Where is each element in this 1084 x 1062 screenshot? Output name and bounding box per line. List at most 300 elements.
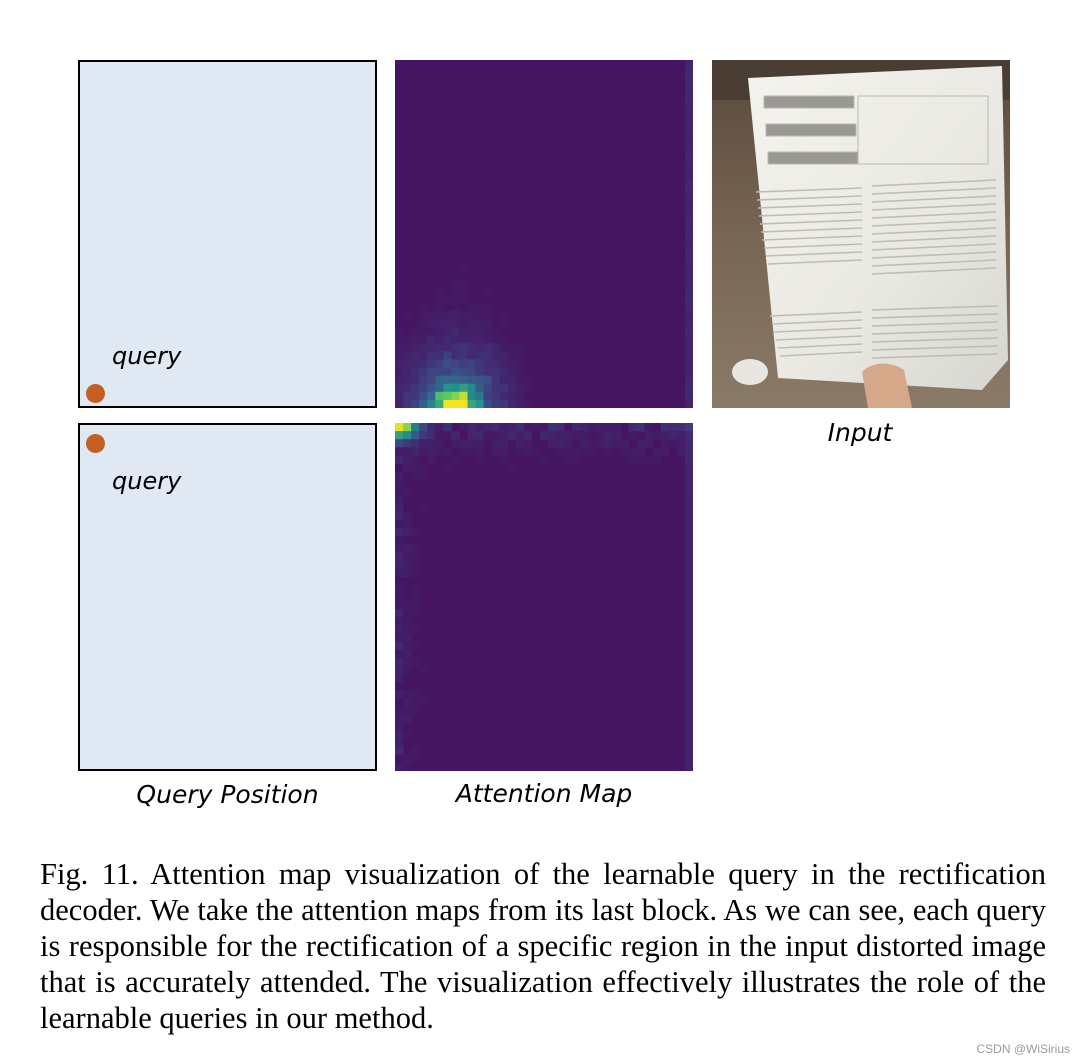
heatmap-cell: [580, 423, 588, 431]
heatmap-cell: [395, 609, 403, 617]
heatmap-cell: [580, 447, 588, 455]
heatmap-cell: [435, 287, 443, 295]
heatmap-cell: [427, 455, 435, 463]
heatmap-cell: [476, 311, 484, 319]
heatmap-cell: [492, 384, 500, 392]
heatmap-cell: [451, 384, 459, 392]
heatmap-cell: [427, 359, 435, 367]
heatmap-cell: [411, 423, 419, 431]
heatmap-cell: [476, 400, 484, 408]
heatmap-cell: [443, 319, 451, 327]
heatmap-cell: [411, 400, 419, 408]
attention-map-label: Attention Map: [455, 779, 633, 808]
heatmap-cell: [685, 609, 693, 617]
heatmap-cell: [492, 327, 500, 335]
heatmap-cell: [572, 431, 580, 439]
heatmap-cell: [435, 311, 443, 319]
heatmap-cell: [467, 351, 475, 359]
heatmap-cell: [451, 319, 459, 327]
heatmap-cell: [621, 439, 629, 447]
heatmap-cell: [435, 335, 443, 343]
heatmap-cell: [395, 368, 403, 376]
heatmap-cell: [411, 609, 419, 617]
heatmap-cell: [596, 423, 604, 431]
heatmap-cell: [653, 447, 661, 455]
heatmap-cell: [484, 327, 492, 335]
heatmap-cell: [484, 359, 492, 367]
heatmap-cell: [467, 439, 475, 447]
heatmap-cell: [653, 455, 661, 463]
heatmap-cell: [484, 431, 492, 439]
heatmap-cell: [419, 343, 427, 351]
heatmap-cell: [685, 455, 693, 463]
heatmap-cell: [435, 319, 443, 327]
heatmap-cell: [395, 439, 403, 447]
heatmap-cell: [685, 593, 693, 601]
heatmap-cell: [685, 569, 693, 577]
heatmap-cell: [677, 447, 685, 455]
heatmap-cell: [411, 585, 419, 593]
heatmap-cell: [419, 439, 427, 447]
heatmap-cell: [685, 536, 693, 544]
heatmap-cell: [500, 392, 508, 400]
heatmap-cell: [685, 173, 693, 181]
heatmap-cell: [395, 722, 403, 730]
heatmap-cell: [685, 747, 693, 755]
heatmap-cell: [685, 528, 693, 536]
heatmap-cell: [564, 439, 572, 447]
heatmap-cell: [403, 359, 411, 367]
heatmap-cell: [548, 431, 556, 439]
heatmap-cell: [500, 376, 508, 384]
heatmap-cell: [403, 392, 411, 400]
heatmap-cell: [411, 384, 419, 392]
heatmap-cell: [484, 303, 492, 311]
heatmap-cell: [403, 400, 411, 408]
heatmap-cell: [459, 343, 467, 351]
heatmap-cell: [411, 431, 419, 439]
heatmap-cell: [500, 368, 508, 376]
heatmap-cell: [395, 747, 403, 755]
heatmap-cell: [451, 351, 459, 359]
heatmap-cell: [685, 633, 693, 641]
heatmap-cell: [685, 431, 693, 439]
heatmap-cell: [669, 439, 677, 447]
heatmap-cell: [443, 311, 451, 319]
heatmap-cell: [459, 335, 467, 343]
heatmap-cell: [556, 447, 564, 455]
heatmap-cell: [604, 447, 612, 455]
heatmap-cell: [443, 351, 451, 359]
heatmap-cell: [645, 439, 653, 447]
heatmap-cell: [476, 455, 484, 463]
heatmap-cell: [685, 198, 693, 206]
heatmap-cell: [419, 384, 427, 392]
heatmap-cell: [451, 295, 459, 303]
heatmap-cell: [443, 447, 451, 455]
heatmap-cell: [476, 439, 484, 447]
heatmap-cell: [443, 327, 451, 335]
heatmap-cell: [548, 423, 556, 431]
heatmap-cell: [637, 439, 645, 447]
heatmap-cell: [395, 480, 403, 488]
heatmap-cell: [492, 423, 500, 431]
heatmap-cell: [435, 392, 443, 400]
heatmap-cell: [403, 463, 411, 471]
heatmap-cell: [451, 311, 459, 319]
heatmap-cell: [395, 642, 403, 650]
heatmap-cell: [419, 666, 427, 674]
heatmap-cell: [403, 455, 411, 463]
heatmap-cell: [508, 368, 516, 376]
heatmap-cell: [556, 439, 564, 447]
heatmap-cell: [476, 351, 484, 359]
heatmap-cell: [484, 384, 492, 392]
heatmap-cell: [508, 423, 516, 431]
heatmap-cell: [459, 311, 467, 319]
heatmap-cell: [467, 368, 475, 376]
heatmap-cell: [685, 189, 693, 197]
heatmap-cell: [403, 569, 411, 577]
heatmap-cell: [500, 431, 508, 439]
heatmap-cell: [411, 327, 419, 335]
heatmap-cell: [476, 423, 484, 431]
heatmap-cell: [427, 439, 435, 447]
heatmap-cell: [451, 327, 459, 335]
heatmap-cell: [427, 327, 435, 335]
query-position-label: Query Position: [136, 780, 319, 809]
heatmap-cell: [588, 439, 596, 447]
heatmap-cell: [685, 625, 693, 633]
heatmap-cell: [524, 447, 532, 455]
heatmap-cell: [411, 561, 419, 569]
heatmap-cell: [629, 431, 637, 439]
heatmap-cell: [395, 472, 403, 480]
heatmap-cell: [427, 423, 435, 431]
heatmap-cell: [629, 455, 637, 463]
heatmap-cell: [484, 376, 492, 384]
heatmap-cell: [403, 311, 411, 319]
heatmap-cell: [459, 319, 467, 327]
heatmap-cell: [524, 384, 532, 392]
heatmap-cell: [395, 376, 403, 384]
heatmap-cell: [661, 431, 669, 439]
heatmap-cell: [459, 359, 467, 367]
heatmap-cell: [427, 447, 435, 455]
heatmap-cell: [492, 376, 500, 384]
heatmap-cell: [395, 617, 403, 625]
heatmap-cell: [637, 423, 645, 431]
heatmap-cell: [451, 368, 459, 376]
heatmap-cell: [395, 512, 403, 520]
heatmap-cell: [459, 351, 467, 359]
heatmap-cell: [395, 625, 403, 633]
heatmap-cell: [411, 351, 419, 359]
heatmap-cell: [685, 714, 693, 722]
heatmap-cell: [677, 431, 685, 439]
heatmap-cell: [451, 343, 459, 351]
heatmap-cell: [403, 714, 411, 722]
heatmap-cell: [395, 423, 403, 431]
heatmap-cell: [492, 351, 500, 359]
heatmap-cell: [395, 650, 403, 658]
heatmap-cell: [443, 384, 451, 392]
query-dot: [86, 384, 105, 403]
heatmap-cell: [685, 520, 693, 528]
heatmap-cell: [685, 262, 693, 270]
heatmap-cell: [492, 447, 500, 455]
query-position-panel-top: [78, 60, 377, 408]
heatmap-cell: [419, 351, 427, 359]
heatmap-cell: [484, 368, 492, 376]
heatmap-cell: [500, 384, 508, 392]
heatmap-cell: [548, 439, 556, 447]
heatmap-cell: [411, 463, 419, 471]
heatmap-cell: [516, 351, 524, 359]
heatmap-cell: [564, 447, 572, 455]
heatmap-cell: [403, 698, 411, 706]
heatmap-cell: [427, 343, 435, 351]
heatmap-cell: [419, 447, 427, 455]
heatmap-cell: [403, 544, 411, 552]
heatmap-cell: [564, 431, 572, 439]
heatmap-cell: [685, 125, 693, 133]
heatmap-cell: [403, 528, 411, 536]
heatmap-cell: [435, 303, 443, 311]
heatmap-cell: [661, 423, 669, 431]
heatmap-cell: [484, 392, 492, 400]
heatmap-cell: [685, 295, 693, 303]
heatmap-cell: [637, 455, 645, 463]
heatmap-cell: [516, 431, 524, 439]
query-label: query: [112, 342, 182, 370]
heatmap-cell: [419, 376, 427, 384]
heatmap-cell: [516, 376, 524, 384]
heatmap-cell: [411, 359, 419, 367]
heatmap-cell: [685, 472, 693, 480]
heatmap-cell: [572, 447, 580, 455]
heatmap-cell: [516, 392, 524, 400]
heatmap-cell: [524, 400, 532, 408]
heatmap-cell: [395, 335, 403, 343]
heatmap-cell: [500, 455, 508, 463]
heatmap-cell: [435, 359, 443, 367]
attention-map-top: [395, 60, 693, 408]
heatmap-cell: [419, 303, 427, 311]
heatmap-cell: [685, 617, 693, 625]
heatmap-cell: [451, 455, 459, 463]
heatmap-cell: [395, 343, 403, 351]
heatmap-cell: [459, 400, 467, 408]
heatmap-cell: [459, 423, 467, 431]
heatmap-cell: [443, 392, 451, 400]
heatmap-cell: [403, 520, 411, 528]
heatmap-cell: [435, 368, 443, 376]
heatmap-cell: [411, 747, 419, 755]
heatmap-cell: [685, 141, 693, 149]
heatmap-cell: [508, 351, 516, 359]
heatmap-cell: [403, 552, 411, 560]
heatmap-cell: [403, 431, 411, 439]
heatmap-cell: [685, 149, 693, 157]
heatmap-cell: [685, 287, 693, 295]
heatmap-cell: [476, 376, 484, 384]
heatmap-cell: [395, 763, 403, 771]
heatmap-cell: [403, 351, 411, 359]
heatmap-cell: [411, 658, 419, 666]
heatmap-cell: [685, 359, 693, 367]
heatmap-cell: [500, 447, 508, 455]
heatmap-cell: [403, 512, 411, 520]
heatmap-cell: [645, 455, 653, 463]
heatmap-cell: [604, 423, 612, 431]
heatmap-cell: [685, 254, 693, 262]
heatmap-cell: [685, 368, 693, 376]
heatmap-cell: [516, 400, 524, 408]
heatmap-cell: [403, 617, 411, 625]
heatmap-cell: [395, 520, 403, 528]
heatmap-cell: [685, 585, 693, 593]
heatmap-cell: [524, 431, 532, 439]
heatmap-cell: [645, 431, 653, 439]
heatmap-cell: [467, 303, 475, 311]
heatmap-cell: [685, 439, 693, 447]
heatmap-cell: [403, 368, 411, 376]
heatmap-cell: [516, 368, 524, 376]
heatmap-cell: [685, 384, 693, 392]
heatmap-cell: [484, 343, 492, 351]
heatmap-cell: [685, 682, 693, 690]
heatmap-cell: [395, 561, 403, 569]
heatmap-cell: [476, 447, 484, 455]
heatmap-cell: [419, 423, 427, 431]
heatmap-cell: [467, 359, 475, 367]
heatmap-cell: [685, 92, 693, 100]
heatmap-cell: [451, 400, 459, 408]
heatmap-cell: [621, 447, 629, 455]
heatmap-cell: [629, 423, 637, 431]
heatmap-cell: [451, 392, 459, 400]
heatmap-cell: [685, 343, 693, 351]
heatmap-cell: [685, 642, 693, 650]
heatmap-cell: [403, 731, 411, 739]
heatmap-cell: [685, 763, 693, 771]
heatmap-cell: [685, 731, 693, 739]
heatmap-cell: [459, 439, 467, 447]
heatmap-cell: [484, 423, 492, 431]
heatmap-cell: [403, 335, 411, 343]
heatmap-cell: [596, 431, 604, 439]
heatmap-cell: [467, 431, 475, 439]
heatmap-cell: [403, 690, 411, 698]
heatmap-cell: [685, 690, 693, 698]
heatmap-cell: [685, 206, 693, 214]
heatmap-cell: [451, 431, 459, 439]
heatmap-cell: [476, 327, 484, 335]
heatmap-cell: [685, 561, 693, 569]
heatmap-cell: [411, 552, 419, 560]
heatmap-cell: [492, 439, 500, 447]
heatmap-cell: [411, 376, 419, 384]
heatmap-cell: [443, 463, 451, 471]
heatmap-cell: [500, 359, 508, 367]
heatmap-cell: [629, 447, 637, 455]
heatmap-cell: [685, 698, 693, 706]
heatmap-cell: [459, 279, 467, 287]
heatmap-cell: [411, 447, 419, 455]
heatmap-cell: [443, 431, 451, 439]
heatmap-cell: [685, 755, 693, 763]
heatmap-cell: [459, 447, 467, 455]
heatmap-cell: [508, 384, 516, 392]
heatmap-cell: [685, 666, 693, 674]
heatmap-cell: [395, 666, 403, 674]
heatmap-cell: [484, 287, 492, 295]
heatmap-cell: [516, 439, 524, 447]
heatmap-cell: [395, 731, 403, 739]
heatmap-cell: [411, 642, 419, 650]
heatmap-cell: [500, 319, 508, 327]
heatmap-cell: [556, 431, 564, 439]
heatmap-cell: [476, 303, 484, 311]
heatmap-cell: [403, 343, 411, 351]
heatmap-cell: [508, 431, 516, 439]
heatmap-cell: [443, 343, 451, 351]
heatmap-cell: [435, 384, 443, 392]
heatmap-cell: [500, 311, 508, 319]
heatmap-cell: [685, 488, 693, 496]
heatmap-cell: [395, 447, 403, 455]
heatmap-cell: [516, 447, 524, 455]
heatmap-cell: [459, 295, 467, 303]
heatmap-cell: [677, 439, 685, 447]
heatmap-cell: [685, 739, 693, 747]
heatmap-cell: [411, 625, 419, 633]
heatmap-cell: [395, 569, 403, 577]
heatmap-cell: [685, 68, 693, 76]
heatmap-cell: [395, 327, 403, 335]
heatmap-cell: [395, 714, 403, 722]
heatmap-cell: [403, 601, 411, 609]
heatmap-cell: [411, 544, 419, 552]
heatmap-cell: [403, 488, 411, 496]
heatmap-cell: [476, 431, 484, 439]
heatmap-cell: [403, 666, 411, 674]
heatmap-cell: [685, 423, 693, 431]
heatmap-cell: [451, 303, 459, 311]
heatmap-cell: [685, 722, 693, 730]
heatmap-cell: [403, 439, 411, 447]
heatmap-cell: [419, 431, 427, 439]
watermark: CSDN @WiSirius: [976, 1042, 1070, 1056]
heatmap-cell: [467, 327, 475, 335]
heatmap-cell: [612, 439, 620, 447]
heatmap-cell: [395, 359, 403, 367]
heatmap-cell: [476, 392, 484, 400]
heatmap-cell: [419, 327, 427, 335]
heatmap-cell: [395, 504, 403, 512]
heatmap-cell: [443, 400, 451, 408]
heatmap-cell: [685, 351, 693, 359]
heatmap-cell: [411, 690, 419, 698]
heatmap-cell: [467, 400, 475, 408]
heatmap-cell: [427, 431, 435, 439]
heatmap-cell: [580, 439, 588, 447]
heatmap-cell: [395, 739, 403, 747]
heatmap-cell: [492, 343, 500, 351]
heatmap-cell: [492, 335, 500, 343]
heatmap-cell: [419, 392, 427, 400]
